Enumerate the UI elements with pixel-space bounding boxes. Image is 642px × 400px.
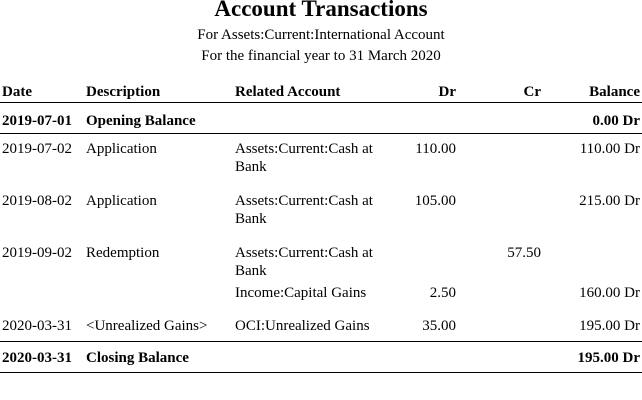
header-cr: Cr	[458, 83, 543, 103]
closing-balance: 195.00 Dr	[543, 342, 642, 373]
header-description: Description	[84, 83, 233, 103]
opening-balance: 0.00 Dr	[543, 103, 642, 134]
row-date: 2019-07-02	[2, 141, 72, 157]
table-row	[0, 186, 642, 238]
row-description: Application	[86, 193, 157, 209]
row-cr	[458, 311, 543, 342]
row-cr	[458, 134, 543, 187]
row-balance: 160.00 Dr	[579, 285, 640, 301]
row-balance: 195.00 Dr	[543, 311, 642, 342]
header-date: Date	[0, 83, 84, 103]
closing-date: 2020-03-31	[0, 342, 84, 373]
row-description: <Unrealized Gains>	[84, 311, 233, 342]
row-date: 2019-08-02	[2, 193, 72, 209]
row-dr: 110.00	[415, 141, 456, 157]
row-balance: 215.00 Dr	[579, 193, 640, 209]
row-dr: 35.00	[373, 311, 458, 342]
table-row	[0, 134, 642, 187]
row-date: 2020-03-31	[0, 311, 84, 342]
header-balance: Balance	[543, 83, 642, 103]
closing-description: Closing Balance	[84, 342, 233, 373]
opening-date: 2019-07-01	[0, 103, 84, 134]
report-subtitle-period: For the financial year to 31 March 2020	[201, 48, 441, 64]
row-date	[0, 282, 84, 311]
row-related-account: Assets:Current:Cash at Bank	[235, 193, 373, 227]
row-description	[84, 282, 233, 311]
row-cr: 57.50	[507, 245, 541, 261]
header-related-account: Related Account	[233, 83, 373, 103]
table-row	[0, 238, 642, 282]
row-dr: 105.00	[414, 193, 456, 209]
row-dr	[373, 238, 458, 282]
report-subtitle-account: For Assets:Current:International Account	[197, 27, 445, 43]
closing-balance-row	[0, 342, 642, 373]
header-dr: Dr	[373, 83, 458, 103]
row-cr	[458, 186, 543, 238]
row-date: 2019-09-02	[2, 245, 72, 261]
table-row	[0, 282, 642, 311]
row-related-account: Assets:Current:Cash at Bank	[235, 141, 373, 175]
opening-balance-row	[0, 103, 642, 134]
row-related-account: OCI:Unrealized Gains	[233, 311, 373, 342]
row-related-account: Income:Capital Gains	[235, 285, 367, 301]
row-dr: 2.50	[429, 285, 456, 301]
row-cr	[458, 282, 543, 311]
row-balance	[543, 238, 642, 282]
transactions-table	[0, 83, 642, 373]
row-related-account: Assets:Current:Cash at Bank	[235, 245, 373, 279]
row-balance: 110.00 Dr	[579, 141, 640, 157]
table-header-row	[0, 83, 642, 103]
table-row	[0, 311, 642, 342]
row-description: Application	[86, 141, 157, 157]
row-description: Redemption	[86, 245, 160, 261]
opening-description: Opening Balance	[84, 103, 233, 134]
report-title: Account Transactions	[214, 0, 428, 21]
